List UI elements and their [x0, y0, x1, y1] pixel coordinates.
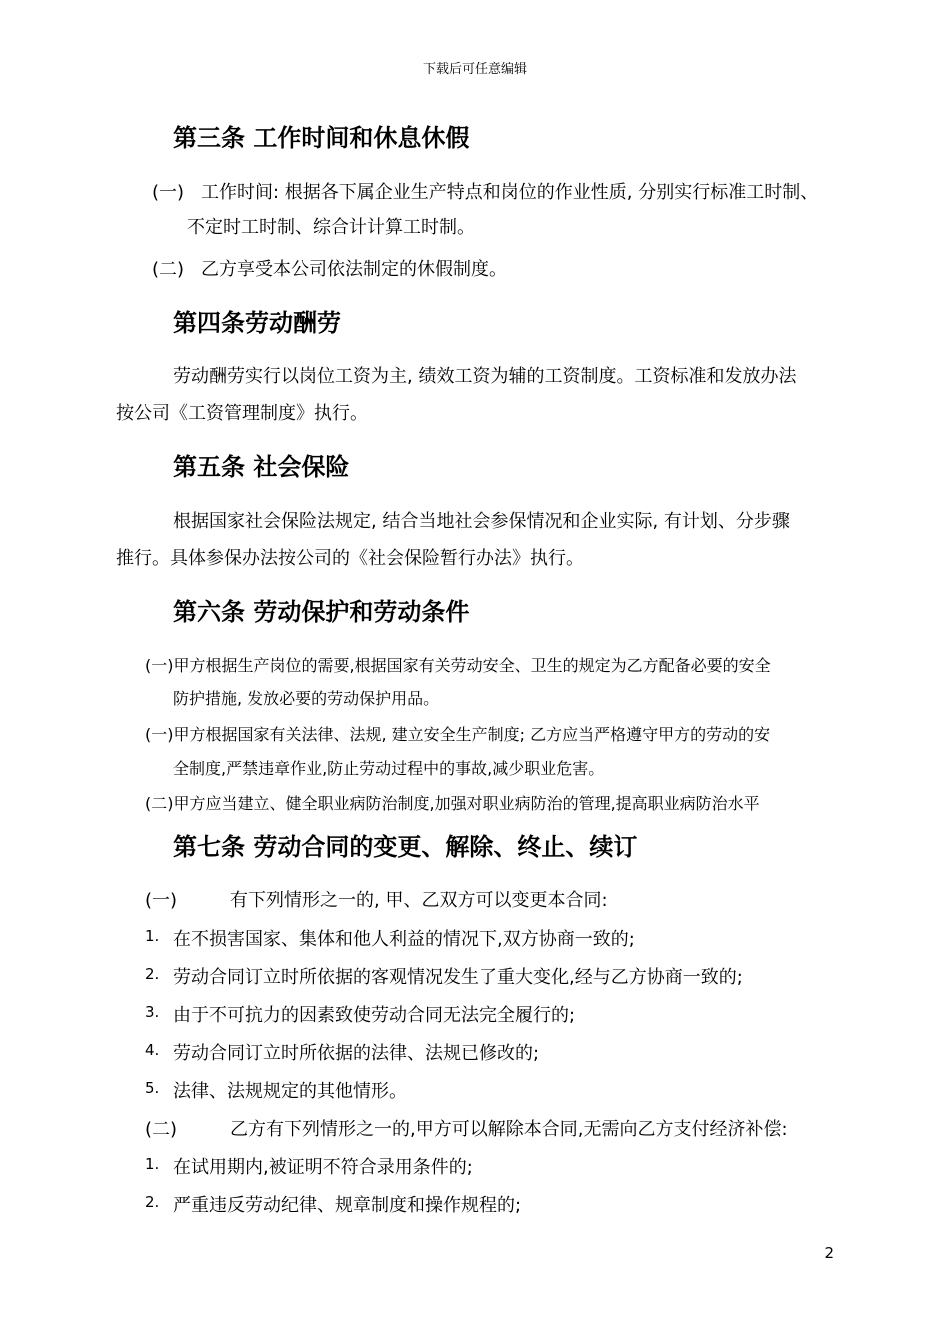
article-3-item-1-line-1: 工作时间: 根据各下属企业生产特点和岗位的作业性质, 分别实行标准工时制、	[201, 182, 819, 203]
list-item-number: 5.	[145, 1079, 160, 1097]
article-7-section-2-marker: (二)	[145, 1119, 178, 1140]
article-5-paragraph-line-2: 推行。具体参保办法按公司的《社会保险暂行办法》执行。	[116, 548, 584, 569]
article-4-paragraph-line-2: 按公司《工资管理制度》执行。	[116, 403, 368, 424]
list-item-number: 1.	[145, 927, 160, 945]
article-7-section-2-text: 乙方有下列情形之一的,甲方可以解除本合同,无需向乙方支付经济补偿:	[230, 1119, 788, 1140]
list-item-text: 在不损害国家、集体和他人利益的情况下,双方协商一致的;	[173, 929, 635, 950]
article-6-item-2-line-2: 全制度,严禁违章作业,防止劳动过程中的事故,减少职业危害。	[173, 759, 605, 778]
article-6-item-1-line-2: 防护措施, 发放必要的劳动保护用品。	[173, 689, 440, 708]
list-item-text: 劳动合同订立时所依据的法律、法规已修改的;	[173, 1043, 540, 1064]
article-6-item-3-line-1: (二)甲方应当建立、健全职业病防治制度,加强对职业病防治的管理,提高职业病防治水平	[145, 794, 760, 813]
article-4-paragraph-line-1: 劳动酬劳实行以岗位工资为主, 绩效工资为辅的工资制度。工资标准和发放办法	[173, 366, 797, 387]
article-3-item-2-line-1: 乙方享受本公司依法制定的休假制度。	[201, 259, 507, 280]
article-6-item-1-line-1: (一)甲方根据生产岗位的需要,根据国家有关劳动安全、卫生的规定为乙方配备必要的安全	[145, 656, 771, 675]
list-item-text: 法律、法规规定的其他情形。	[173, 1081, 407, 1102]
list-item-number: 3.	[145, 1003, 160, 1021]
article-3-item-2-marker: (二)	[152, 259, 185, 280]
article-7-title: 第七条 劳动合同的变更、解除、终止、续订	[173, 833, 638, 861]
article-4-title: 第四条劳动酬劳	[173, 309, 341, 337]
article-6-title: 第六条 劳动保护和劳动条件	[173, 598, 470, 626]
list-item-text: 严重违反劳动纪律、规章制度和操作规程的;	[173, 1195, 522, 1216]
article-3-title: 第三条 工作时间和休息休假	[173, 124, 470, 152]
list-item-number: 2.	[145, 1193, 160, 1211]
list-item-number: 2.	[145, 965, 160, 983]
page-number: 2	[824, 1244, 834, 1262]
list-item-text: 劳动合同订立时所依据的客观情况发生了重大变化,经与乙方协商一致的;	[173, 967, 743, 988]
article-3-item-1-marker: (一)	[152, 182, 185, 203]
article-7-section-1-marker: (一)	[145, 890, 178, 911]
article-5-title: 第五条 社会保险	[173, 453, 350, 481]
article-7-section-1-text: 有下列情形之一的, 甲、乙双方可以变更本合同:	[230, 890, 608, 911]
list-item-text: 在试用期内,被证明不符合录用条件的;	[173, 1157, 473, 1178]
list-item-text: 由于不可抗力的因素致使劳动合同无法完全履行的;	[173, 1005, 576, 1026]
article-5-paragraph-line-1: 根据国家社会保险法规定, 结合当地社会参保情况和企业实际, 有计划、分步骤	[173, 511, 790, 532]
list-item-number: 1.	[145, 1155, 160, 1173]
article-6-item-2-line-1: (一)甲方根据国家有关法律、法规, 建立安全生产制度; 乙方应当严格遵守甲方的劳动的安	[145, 725, 771, 744]
list-item-number: 4.	[145, 1041, 160, 1059]
article-3-item-1-line-2: 不定时工时制、综合计计算工时制。	[187, 217, 475, 238]
page-header-note: 下载后可任意编辑	[422, 62, 527, 77]
